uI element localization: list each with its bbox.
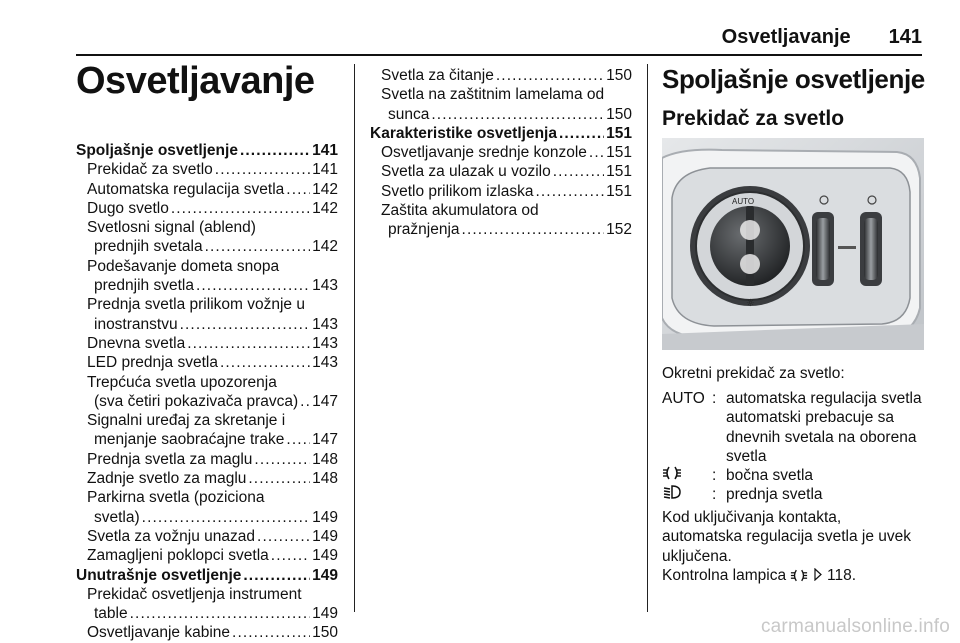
toc-page-number: 143 [312, 354, 338, 372]
toc-entry[interactable] [76, 218, 338, 237]
toc-leader-dots [142, 508, 310, 527]
light-switch-illustration [662, 138, 924, 350]
reference-arrow-icon [813, 567, 823, 586]
toc-entry-label: LED prednja svetla [87, 354, 218, 372]
toc-leader-dots [553, 162, 604, 181]
toc-entry-label: Automatska regulacija svetla [87, 180, 285, 198]
toc-column-2 [370, 66, 632, 240]
toc-section-entry[interactable] [76, 141, 338, 160]
section-title: Spoljašnje osvetljenje [662, 64, 925, 94]
toc-leader-dots [130, 604, 311, 623]
toc-entry-label: Prekidač osvetljenja instrument [87, 585, 302, 603]
toc-page-number: 141 [312, 142, 338, 159]
toc-page-number: 150 [606, 105, 632, 123]
toc-entry[interactable] [76, 160, 338, 179]
toc-entry[interactable] [76, 373, 338, 392]
running-header [0, 26, 922, 49]
toc-entry-label: Svetla na zaštitnim lamelama od [381, 86, 605, 104]
legend-separator: : [712, 467, 717, 485]
headlight-icon [662, 485, 712, 504]
paragraph-control-lamp [662, 566, 924, 587]
toc-leader-dots [240, 141, 310, 160]
toc-page-number: 149 [312, 527, 338, 545]
toc-leader-dots [180, 315, 311, 334]
toc-leader-dots [205, 237, 311, 256]
dial-auto-label: AUTO [732, 197, 755, 206]
column-divider-2 [647, 64, 648, 612]
toc-page-number: 151 [606, 124, 632, 142]
legend-row-auto [662, 389, 926, 466]
legend-separator: : [712, 390, 717, 407]
legend-desc-headlights: prednja svetla [726, 486, 823, 504]
toc-leader-dots [187, 334, 310, 353]
column-divider-1 [354, 64, 355, 612]
toc-entry[interactable] [370, 85, 632, 104]
toc-entry[interactable] [370, 105, 632, 124]
toc-entry[interactable] [76, 237, 338, 256]
toc-entry[interactable] [76, 604, 338, 623]
toc-entry-label: (sva četiri pokazivača pravca) [94, 392, 299, 410]
legend-desc-auto: automatska regulacija svetla automatski prebacuje sa dnevnih svetala na oborena svetla [726, 390, 922, 465]
toc-entry-label: menjanje saobraćajne trake [94, 431, 285, 449]
legend-desc-side-lights: bočna svetla [726, 467, 814, 485]
toc-page-number: 141 [312, 161, 338, 179]
toc-entry-label: table [94, 605, 128, 623]
toc-leader-dots [496, 66, 604, 85]
toc-leader-dots [248, 469, 310, 488]
side-light-icon [790, 568, 808, 587]
toc-entry-label: Parkirna svetla (poziciona [87, 489, 265, 507]
toc-page-number: 150 [312, 624, 338, 642]
toc-entry-label: pražnjenja [388, 221, 460, 239]
toc-page-number: 150 [606, 67, 632, 84]
chapter-title: Osvetljavanje [76, 60, 315, 102]
paragraph-automatic-control: Kod uključivanja kontakta, automatska regulacija svetla je uvek uključena. [662, 509, 911, 565]
toc-page-number: 151 [606, 163, 632, 181]
toc-leader-dots [300, 392, 310, 411]
toc-entry[interactable] [76, 276, 338, 295]
toc-entry[interactable] [76, 180, 338, 199]
light-switch-photo [662, 138, 924, 350]
toc-entry-label: Prednja svetla prilikom vožnje u [87, 296, 305, 314]
toc-entry[interactable] [76, 469, 338, 488]
toc-leader-dots [286, 430, 310, 449]
toc-page-number: 149 [312, 508, 338, 526]
intro-text: Okretni prekidač za svetlo: [662, 365, 845, 382]
toc-leader-dots [254, 450, 310, 469]
toc-page-number: 143 [312, 315, 338, 333]
toc-entry[interactable] [76, 585, 338, 604]
toc-page-number: 152 [606, 221, 632, 239]
toc-entry-label: prednjih svetala [94, 238, 203, 256]
toc-page-number: 143 [312, 334, 338, 352]
toc-entry-label: inostranstvu [94, 315, 178, 333]
legend-key-auto: AUTO [662, 390, 705, 407]
toc-leader-dots [431, 105, 604, 124]
toc-entry-label: Prekidač za svetlo [87, 161, 213, 179]
toc-entry-label: Podešavanje dometa snopa [87, 257, 280, 275]
toc-entry-label: Osvetljavanje srednje konzole [381, 144, 587, 162]
toc-leader-dots [215, 160, 310, 179]
legend-separator: : [712, 486, 717, 504]
toc-entry[interactable] [76, 411, 338, 430]
toc-entry-label: Zamagljeni poklopci svetla [87, 547, 269, 565]
toc-page-number: 142 [312, 199, 338, 217]
toc-page-number: 148 [312, 450, 338, 468]
toc-entry-label: Svetlo prilikom izlaska [381, 182, 534, 200]
toc-entry-label: prednjih svetla [94, 277, 194, 295]
toc-page-number: 143 [312, 277, 338, 295]
toc-entry[interactable] [76, 546, 338, 565]
toc-leader-dots [257, 527, 310, 546]
toc-entry-label: Prednja svetla za maglu [87, 450, 253, 468]
instrument-dimmer-wheel [816, 218, 830, 280]
toc-page-number: 151 [606, 182, 632, 200]
toc-page-number: 142 [312, 180, 338, 198]
toc-entry-label: Svetla za ulazak u vozilo [381, 163, 551, 181]
toc-entry[interactable] [76, 450, 338, 469]
toc-entry[interactable] [370, 182, 632, 201]
toc-entry[interactable] [76, 392, 338, 411]
toc-entry-label: Zadnje svetlo za maglu [87, 470, 247, 488]
toc-leader-dots [589, 143, 604, 162]
toc-leader-dots [462, 220, 605, 239]
header-page-number: 141 [888, 26, 922, 48]
toc-entry[interactable] [370, 201, 632, 220]
toc-entry-label: Svetla za vožnju unazad [87, 527, 256, 545]
toc-page-number: 148 [312, 470, 338, 488]
toc-entry[interactable] [370, 162, 632, 181]
toc-page-number: 147 [312, 392, 338, 410]
toc-entry[interactable] [76, 488, 338, 507]
toc-page-number: 151 [606, 144, 632, 162]
legend-row-side-lights [662, 466, 926, 485]
toc-leader-dots [535, 182, 604, 201]
toc-entry[interactable] [370, 66, 632, 85]
legend-row-headlights [662, 485, 926, 504]
toc-entry[interactable] [370, 143, 632, 162]
toc-page-number: 142 [312, 238, 338, 256]
toc-entry-label: Spoljašnje osvetljenje [76, 142, 238, 159]
toc-entry-label: Trepćuća svetla upozorenja [87, 373, 277, 391]
toc-leader-dots [243, 566, 310, 585]
toc-entry[interactable] [76, 334, 338, 353]
toc-entry-label: Dugo svetlo [87, 199, 169, 217]
toc-leader-dots [196, 276, 310, 295]
toc-entry[interactable] [76, 315, 338, 334]
toc-entry-label: Zaštita akumulatora od [381, 202, 539, 220]
toc-page-number: 149 [312, 605, 338, 623]
toc-entry[interactable] [76, 508, 338, 527]
toc-page-number: 147 [312, 431, 338, 449]
toc-entry-label: Svetlosni signal (ablend) [87, 219, 256, 237]
toc-entry-label: Unutrašnje osvetljenje [76, 566, 242, 584]
toc-entry-label: Osvetljavanje kabine [87, 624, 231, 642]
toc-entry[interactable] [76, 199, 338, 218]
watermark: carmanualsonline.info [760, 616, 950, 637]
toc-column-1 [76, 141, 338, 643]
toc-leader-dots [220, 353, 310, 372]
toc-entry[interactable] [76, 353, 338, 372]
toc-entry[interactable] [76, 257, 338, 276]
toc-entry-label: Dnevna svetla [87, 334, 186, 352]
toc-entry-label: sunca [388, 105, 430, 123]
toc-leader-dots [271, 546, 310, 565]
page-reference: 118. [827, 567, 857, 584]
dial-light-symbol: ☼ [746, 298, 755, 309]
header-rule [76, 54, 922, 56]
toc-entry[interactable] [76, 295, 338, 314]
toc-leader-dots [171, 199, 310, 218]
toc-section-entry[interactable] [370, 124, 632, 143]
toc-entry-label: Svetla za čitanje [381, 67, 494, 84]
toc-entry-label: Signalni uređaj za skretanje i [87, 412, 286, 430]
toc-leader-dots [232, 623, 310, 642]
toc-entry[interactable] [76, 430, 338, 449]
control-lamp-text: Kontrolna lampica [662, 567, 787, 584]
toc-entry[interactable] [76, 623, 338, 642]
toc-leader-dots [286, 180, 310, 199]
toc-page-number: 149 [312, 547, 338, 565]
switch-legend [662, 389, 926, 505]
toc-entry-label: Karakteristike osvetljenja [370, 124, 557, 142]
toc-section-entry[interactable] [76, 566, 338, 585]
side-light-icon [662, 466, 712, 485]
toc-entry[interactable] [76, 527, 338, 546]
toc-entry-label: svetla) [94, 508, 140, 526]
header-chapter: Osvetljavanje [721, 26, 851, 48]
toc-leader-dots [559, 124, 604, 143]
headlight-range-wheel [864, 218, 878, 280]
subsection-title: Prekidač za svetlo [662, 107, 845, 130]
toc-entry[interactable] [370, 220, 632, 239]
toc-page-number: 149 [312, 566, 338, 584]
